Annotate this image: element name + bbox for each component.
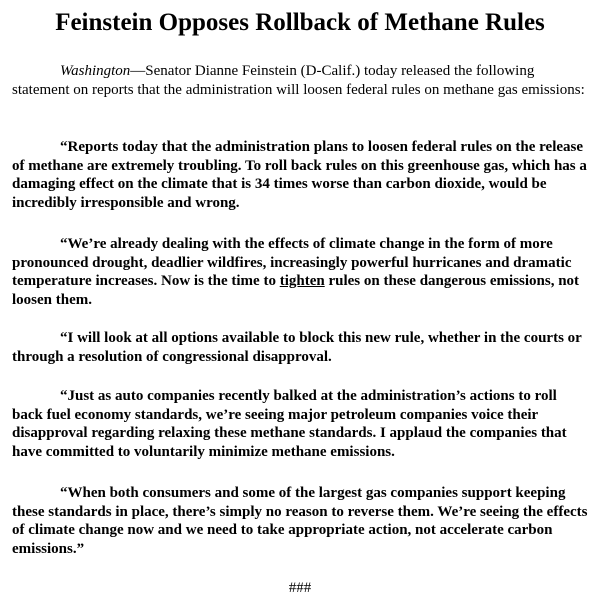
- end-mark: ###: [288, 580, 312, 596]
- quote-paragraph-1: “Reports today that the administration plans to loosen federal rules on the release of methane are extremely troubling. To roll back rules on this greenhouse gas, which has a damaging effect on the climate that is 34 times worse than carbon dioxide, would be incredibly irresponsible and wrong.: [12, 139, 587, 211]
- quote-paragraph-4: “Just as auto companies recently balked at the administration’s actions to roll back fuel economy standards, we’re seeing major petroleum companies voice their disapproval regarding relaxing these methane standards. I applaud the companies that have committed to voluntarily minimize methane emissions.: [12, 388, 567, 460]
- headline: Feinstein Opposes Rollback of Methane Rules: [55, 9, 545, 36]
- quote-paragraph-2: [12, 235, 588, 309]
- lead-text: —Senator Dianne Feinstein (D-Calif.) today released the following statement on reports that the administration will loosen federal rules on methane gas emissions:: [12, 63, 585, 98]
- emphasis-tighten: tighten: [279, 273, 325, 290]
- quote-paragraph-3: “I will look at all options available to block this new rule, whether in the courts or through a resolution of congressional disapproval.: [12, 330, 582, 365]
- lead-paragraph: [12, 62, 588, 99]
- quote-2-before: “We’re already dealing with the effects of climate change in the form of more pronounced drought, deadlier wildfires, increasingly powerful hurricanes and dramatic temperature increases. Now is the time to: [12, 236, 572, 290]
- dateline: Washington: [60, 63, 131, 79]
- quote-2-after: rules on these dangerous emissions, not loosen them.: [12, 273, 580, 308]
- quote-paragraph-5: “When both consumers and some of the largest gas companies support keeping these standards in place, there’s simply no reason to reverse them. We’re seeing the effects of climate change now and we need to take appropriate action, not accelerate carbon emissions.”: [12, 485, 588, 557]
